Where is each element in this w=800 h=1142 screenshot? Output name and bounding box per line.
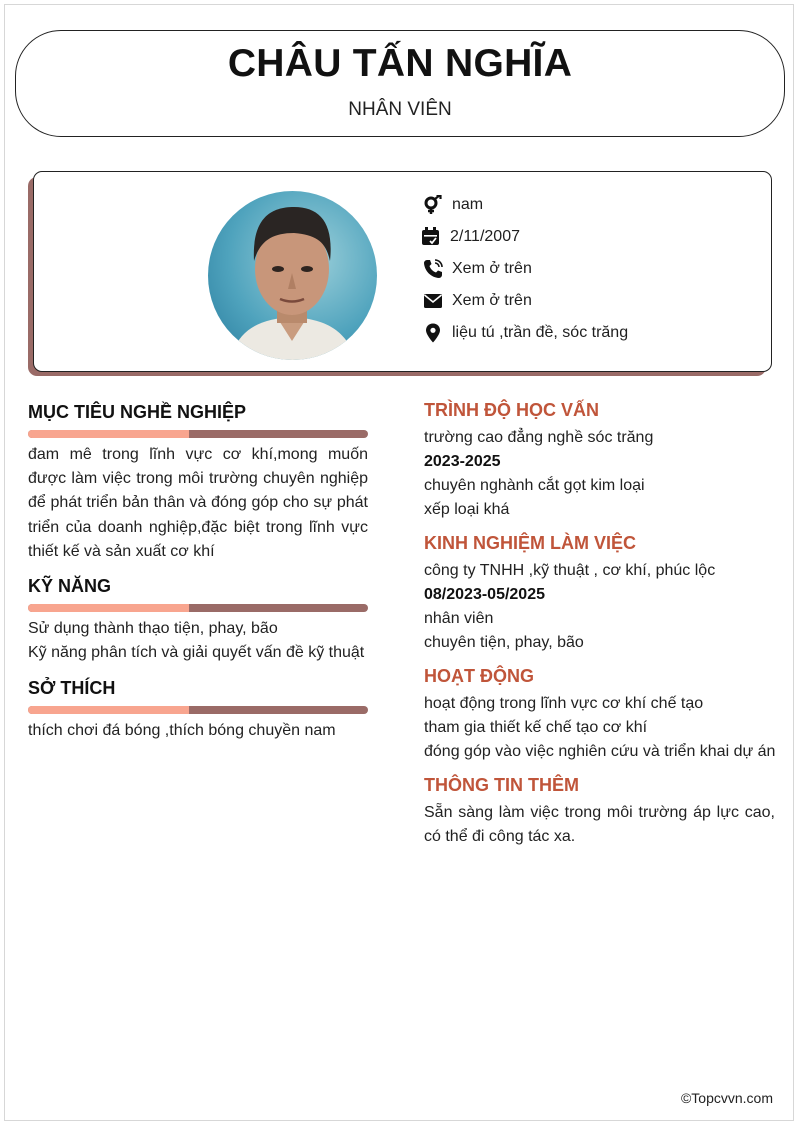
phone-text: Xem ở trên [452, 260, 532, 277]
skill-item: Sử dụng thành thạo tiện, phay, bão [28, 620, 278, 637]
birthday-text: 2/11/2007 [450, 228, 520, 245]
education-school: trường cao đẳng nghề sóc trăng [424, 429, 654, 446]
education-period: 2023-2025 [424, 453, 501, 470]
experience-company: công ty TNHH ,kỹ thuật , cơ khí, phúc lộc [424, 562, 716, 579]
skills-list [28, 617, 373, 665]
experience-section [424, 533, 776, 655]
objective-text: đam mê trong lĩnh vực cơ khí,mong muốn được làm việc trong môi trường chuyên nghiệp để phát triển bản thân và đóng góp cho sự phát triển của doanh nghiệp,đặc biệt trong lĩnh vực thiết kế và sản xuất cơ khí [28, 446, 368, 560]
email-icon [423, 291, 443, 311]
activities-section [424, 666, 776, 764]
experience-title: KINH NGHIỆM LÀM VIỆC [424, 533, 637, 553]
activities-title: HOẠT ĐỘNG [424, 666, 534, 686]
activity-item: đóng góp vào việc nghiên cứu và triển khai dự án [424, 743, 776, 760]
education-major: chuyên nghành cắt gọt kim loại [424, 477, 645, 494]
hobbies-title: SỞ THÍCH [28, 678, 116, 698]
avatar [208, 191, 377, 360]
education-title: TRÌNH ĐỘ HỌC VẤN [424, 400, 599, 420]
skills-bar [28, 604, 368, 612]
education-section [424, 400, 776, 522]
candidate-name: CHÂU TẤN NGHĨA [227, 42, 573, 85]
info-phone [423, 257, 532, 281]
hobbies-bar [28, 706, 368, 714]
extra-title: THÔNG TIN THÊM [424, 775, 579, 795]
experience-position: nhân viên [424, 610, 494, 627]
skills-title: KỸ NĂNG [28, 576, 112, 596]
info-email [423, 289, 532, 313]
activity-item: tham gia thiết kế chế tạo cơ khí [424, 719, 648, 736]
location-icon [423, 323, 443, 343]
hobbies-section [28, 678, 368, 699]
gender-text: nam [452, 196, 484, 213]
experience-duties: chuyên tiện, phay, bão [424, 634, 584, 651]
extra-section [424, 775, 775, 849]
education-grade: xếp loại khá [424, 501, 510, 518]
experience-period: 08/2023-05/2025 [424, 586, 545, 603]
skills-section [28, 576, 368, 597]
address-text: liệu tú ,trần đề, sóc trăng [452, 324, 629, 341]
profile-card [33, 171, 772, 372]
email-text: Xem ở trên [452, 292, 532, 309]
candidate-role: NHÂN VIÊN [348, 99, 452, 120]
calendar-icon [421, 227, 441, 247]
footer-copyright: ©Topcvvn.com [680, 1090, 773, 1106]
header [15, 30, 785, 137]
objective-section [28, 402, 368, 423]
extra-text: Sẵn sàng làm việc trong môi trường áp lực cao, có thể đi công tác xa. [424, 804, 775, 846]
activity-item: hoạt động trong lĩnh vực cơ khí chế tạo [424, 695, 704, 712]
objective-bar [28, 430, 368, 438]
info-address [423, 321, 628, 345]
phone-icon [423, 259, 443, 279]
gender-icon [423, 195, 443, 215]
objective-title: MỤC TIÊU NGHỀ NGHIỆP [28, 402, 247, 422]
info-gender [423, 193, 483, 217]
skill-item: Kỹ năng phân tích và giải quyết vấn đề kỹ thuật [28, 644, 365, 661]
hobbies-text: thích chơi đá bóng ,thích bóng chuyền nam [28, 722, 336, 739]
info-birthday [421, 225, 520, 249]
